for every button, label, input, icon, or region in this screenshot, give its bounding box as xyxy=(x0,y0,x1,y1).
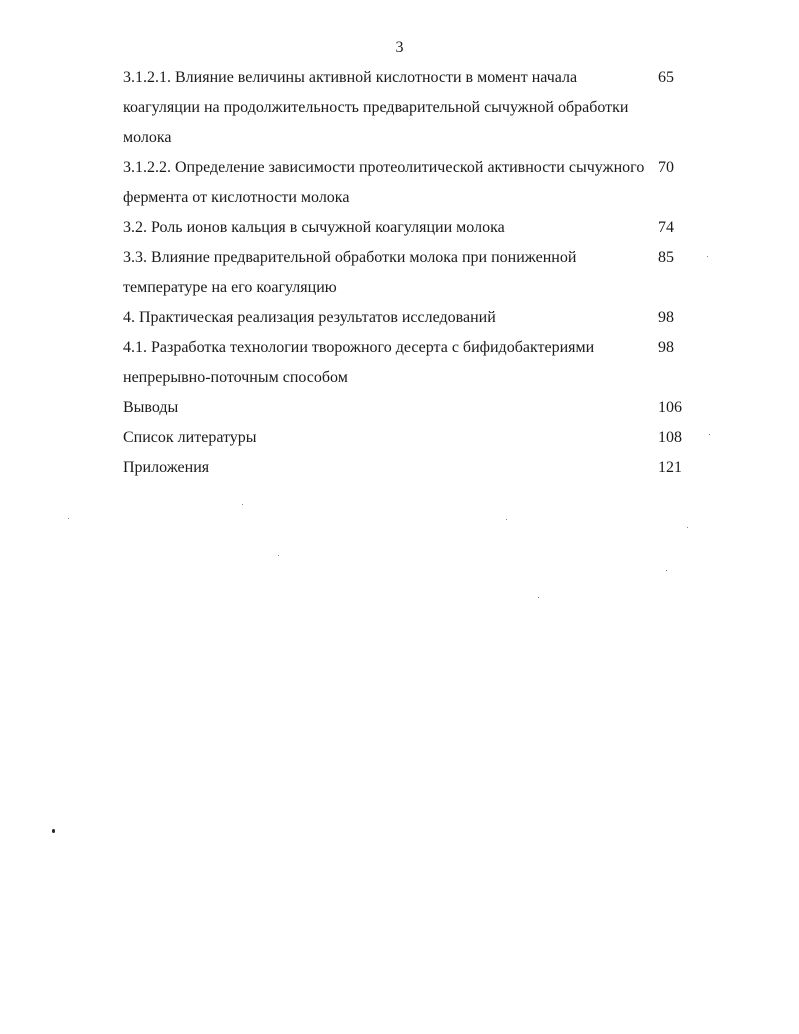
toc-entry xyxy=(123,213,698,243)
toc-entry-page: 74 xyxy=(658,219,674,236)
toc-entry-title: Приложения xyxy=(123,459,210,476)
toc-entry xyxy=(123,333,698,393)
toc-entry-page: 108 xyxy=(658,429,682,446)
toc-entry xyxy=(123,153,698,213)
table-of-contents xyxy=(123,63,698,483)
toc-entry-title: 3.1.2.2. Определение зависимости протеолитической активности сычужного фермента от кислотности молока xyxy=(123,159,645,206)
scan-speck xyxy=(687,527,688,528)
toc-entry-page: 106 xyxy=(658,399,682,416)
toc-entry-title: 3.3. Влияние предварительной обработки молока при пониженной температуре на его коагуляцию xyxy=(123,249,577,296)
toc-entry xyxy=(123,423,698,453)
toc-entry xyxy=(123,303,698,333)
scan-speck xyxy=(707,256,708,257)
toc-entry-page: 70 xyxy=(658,159,674,176)
toc-entry xyxy=(123,63,698,153)
toc-entry-page: 98 xyxy=(658,309,674,326)
toc-entry-title: 3.2. Роль ионов кальция в сычужной коагуляции молока xyxy=(123,219,505,236)
scan-speck xyxy=(52,829,55,833)
toc-entry-title: 3.1.2.1. Влияние величины активной кислотности в момент начала коагуляции на продолжительность предварительной сычужной обработки молока xyxy=(123,69,629,146)
scan-speck xyxy=(242,504,243,505)
toc-entry-page: 65 xyxy=(658,69,674,86)
scan-speck xyxy=(666,570,667,571)
toc-entry xyxy=(123,453,698,483)
toc-entry-title: Список литературы xyxy=(123,429,257,446)
scan-speck xyxy=(68,518,69,519)
page-number: 3 xyxy=(395,39,404,56)
toc-entry-page: 85 xyxy=(658,249,674,266)
scan-speck xyxy=(709,434,710,435)
toc-entry xyxy=(123,393,698,423)
scan-speck xyxy=(538,597,539,598)
toc-entry-title: Выводы xyxy=(123,399,179,416)
toc-entry-page: 98 xyxy=(658,339,674,356)
toc-entry-title: 4. Практическая реализация результатов исследований xyxy=(123,309,496,326)
scan-speck xyxy=(506,519,507,520)
scan-speck xyxy=(278,555,279,556)
toc-entry xyxy=(123,243,698,303)
toc-entry-page: 121 xyxy=(658,459,682,476)
toc-entry-title: 4.1. Разработка технологии творожного десерта с бифидобактериями непрерывно-поточным способом xyxy=(123,339,595,386)
